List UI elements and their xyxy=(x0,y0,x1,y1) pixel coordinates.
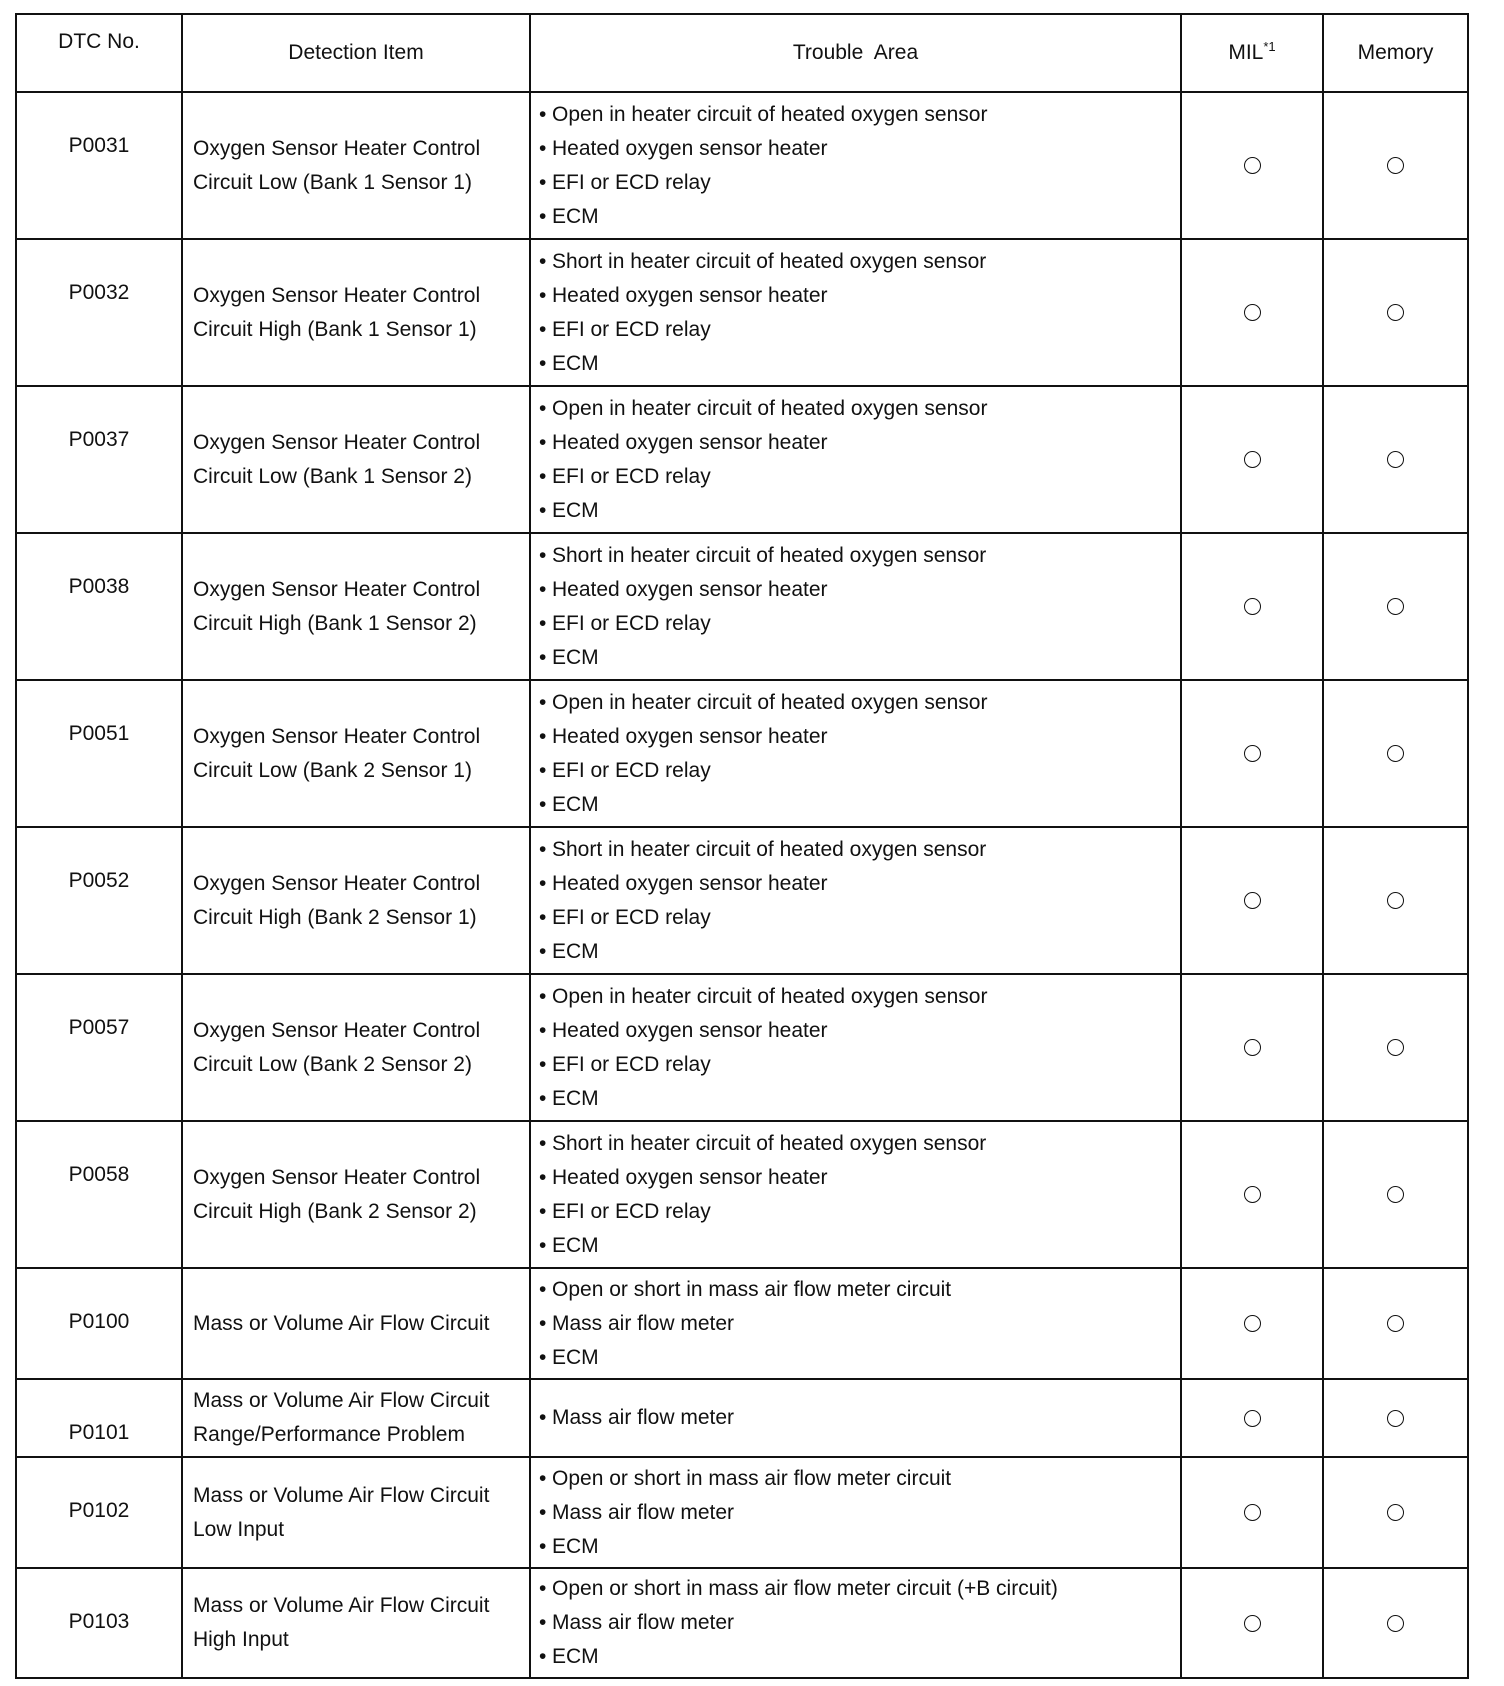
trouble-area-item: • EFI or ECD relay xyxy=(539,166,1180,200)
trouble-area xyxy=(530,1268,1181,1379)
detection-item-line: Circuit Low (Bank 1 Sensor 1) xyxy=(193,170,472,194)
detection-item xyxy=(182,92,530,239)
trouble-area xyxy=(530,92,1181,239)
trouble-area-item: • ECM xyxy=(539,1341,1180,1375)
trouble-area-item: • Mass air flow meter xyxy=(539,1307,1180,1341)
memory-circle-icon xyxy=(1387,1315,1404,1332)
mil-cell xyxy=(1181,239,1323,386)
detection-item-line: Mass or Volume Air Flow Circuit xyxy=(193,1389,490,1412)
detection-item-line: Mass or Volume Air Flow Circuit xyxy=(193,1311,490,1335)
trouble-area-list xyxy=(539,1462,1180,1564)
detection-item xyxy=(182,533,530,680)
header-mil xyxy=(1181,14,1323,92)
detection-item-line: Circuit Low (Bank 1 Sensor 2) xyxy=(193,464,472,488)
trouble-area-item: • Short in heater circuit of heated oxygen sensor xyxy=(539,833,1180,867)
detection-item-line: Circuit Low (Bank 2 Sensor 1) xyxy=(193,758,472,782)
dtc-code: P0101 xyxy=(16,1379,182,1457)
table-row xyxy=(16,533,1468,680)
detection-item-line: Circuit High (Bank 1 Sensor 1) xyxy=(193,317,477,341)
mil-cell xyxy=(1181,386,1323,533)
mil-circle-icon xyxy=(1244,1504,1261,1521)
mil-cell xyxy=(1181,1379,1323,1457)
detection-item xyxy=(182,1121,530,1268)
mil-cell xyxy=(1181,680,1323,827)
trouble-area-item: • Open in heater circuit of heated oxygen sensor xyxy=(539,980,1180,1014)
memory-cell xyxy=(1323,1457,1468,1568)
mil-circle-icon xyxy=(1244,598,1261,615)
mil-circle-icon xyxy=(1244,451,1261,468)
mil-circle-icon xyxy=(1244,1410,1261,1427)
dtc-code: P0037 xyxy=(16,386,182,533)
memory-cell xyxy=(1323,92,1468,239)
trouble-area xyxy=(530,239,1181,386)
memory-circle-icon xyxy=(1387,1039,1404,1056)
trouble-area-item: • EFI or ECD relay xyxy=(539,1048,1180,1082)
trouble-area-list xyxy=(539,539,1180,675)
detection-item-line: High Input xyxy=(193,1628,289,1651)
detection-item xyxy=(182,239,530,386)
mil-cell xyxy=(1181,92,1323,239)
detection-item-line: Oxygen Sensor Heater Control xyxy=(193,1018,481,1042)
header-trouble-area: Trouble Area xyxy=(530,14,1181,92)
header-detection-item: Detection Item xyxy=(182,14,530,92)
trouble-area-item: • Short in heater circuit of heated oxygen sensor xyxy=(539,245,1180,279)
memory-cell xyxy=(1323,827,1468,974)
memory-circle-icon xyxy=(1387,892,1404,909)
dtc-code: P0058 xyxy=(16,1121,182,1268)
detection-item-line: Range/Performance Problem xyxy=(193,1423,465,1446)
detection-item-line: Oxygen Sensor Heater Control xyxy=(193,724,481,748)
dtc-code: P0038 xyxy=(16,533,182,680)
mil-circle-icon xyxy=(1244,1615,1261,1632)
trouble-area-item: • Heated oxygen sensor heater xyxy=(539,132,1180,166)
trouble-area xyxy=(530,827,1181,974)
trouble-area-item: • ECM xyxy=(539,1082,1180,1116)
trouble-area-item: • Open in heater circuit of heated oxygen sensor xyxy=(539,392,1180,426)
memory-circle-icon xyxy=(1387,1615,1404,1632)
table-row xyxy=(16,1379,1468,1457)
memory-circle-icon xyxy=(1387,598,1404,615)
trouble-area-item: • Heated oxygen sensor heater xyxy=(539,1161,1180,1195)
trouble-area-item: • Heated oxygen sensor heater xyxy=(539,867,1180,901)
trouble-area-item: • Heated oxygen sensor heater xyxy=(539,426,1180,460)
mil-circle-icon xyxy=(1244,745,1261,762)
mil-cell xyxy=(1181,827,1323,974)
detection-item-line: Circuit High (Bank 2 Sensor 1) xyxy=(193,905,477,929)
header-memory: Memory xyxy=(1323,14,1468,92)
trouble-area-item: • ECM xyxy=(539,1229,1180,1263)
table-row xyxy=(16,386,1468,533)
mil-circle-icon xyxy=(1244,304,1261,321)
mil-circle-icon xyxy=(1244,1186,1261,1203)
mil-circle-icon xyxy=(1244,157,1261,174)
trouble-area-item: • ECM xyxy=(539,1640,1180,1674)
table-row xyxy=(16,1457,1468,1568)
trouble-area-item: • ECM xyxy=(539,347,1180,381)
memory-cell xyxy=(1323,680,1468,827)
trouble-area-item: • EFI or ECD relay xyxy=(539,313,1180,347)
trouble-area-item: • Heated oxygen sensor heater xyxy=(539,1014,1180,1048)
memory-cell xyxy=(1323,239,1468,386)
memory-cell xyxy=(1323,386,1468,533)
mil-cell xyxy=(1181,974,1323,1121)
detection-item xyxy=(182,1268,530,1379)
trouble-area-item: • ECM xyxy=(539,935,1180,969)
trouble-area-item: • ECM xyxy=(539,494,1180,528)
header-dtc: DTC No. xyxy=(16,14,182,92)
table-row xyxy=(16,1121,1468,1268)
trouble-area-list xyxy=(539,686,1180,822)
trouble-area xyxy=(530,1379,1181,1457)
trouble-area-list xyxy=(539,245,1180,381)
dtc-code: P0103 xyxy=(16,1568,182,1678)
trouble-area-item: • EFI or ECD relay xyxy=(539,607,1180,641)
trouble-area-item: • ECM xyxy=(539,1530,1180,1564)
detection-item xyxy=(182,1379,530,1457)
table-row xyxy=(16,680,1468,827)
dtc-code: P0057 xyxy=(16,974,182,1121)
trouble-area-item: • Mass air flow meter xyxy=(539,1401,1180,1435)
memory-circle-icon xyxy=(1387,1410,1404,1427)
detection-item-line: Circuit Low (Bank 2 Sensor 2) xyxy=(193,1052,472,1076)
table-row xyxy=(16,827,1468,974)
trouble-area-item: • Mass air flow meter xyxy=(539,1606,1180,1640)
trouble-area-list xyxy=(539,833,1180,969)
detection-item xyxy=(182,386,530,533)
detection-item-line: Oxygen Sensor Heater Control xyxy=(193,871,481,895)
trouble-area-item: • Short in heater circuit of heated oxygen sensor xyxy=(539,1127,1180,1161)
memory-circle-icon xyxy=(1387,1504,1404,1521)
detection-item-line: Circuit High (Bank 1 Sensor 2) xyxy=(193,611,477,635)
detection-item-line: Mass or Volume Air Flow Circuit xyxy=(193,1483,490,1507)
trouble-area-list xyxy=(539,980,1180,1116)
mil-cell xyxy=(1181,1457,1323,1568)
detection-item-line: Mass or Volume Air Flow Circuit xyxy=(193,1594,490,1617)
dtc-code: P0031 xyxy=(16,92,182,239)
trouble-area-item: • EFI or ECD relay xyxy=(539,901,1180,935)
memory-circle-icon xyxy=(1387,451,1404,468)
trouble-area-item: • Open in heater circuit of heated oxygen sensor xyxy=(539,686,1180,720)
table-row xyxy=(16,92,1468,239)
trouble-area xyxy=(530,1457,1181,1568)
table-row xyxy=(16,974,1468,1121)
mil-label: MIL xyxy=(1228,41,1264,64)
trouble-area-item: • Open in heater circuit of heated oxygen sensor xyxy=(539,98,1180,132)
dtc-code: P0032 xyxy=(16,239,182,386)
trouble-area-item: • ECM xyxy=(539,200,1180,234)
memory-cell xyxy=(1323,1568,1468,1678)
mil-cell xyxy=(1181,1268,1323,1379)
trouble-area xyxy=(530,386,1181,533)
detection-item-line: Oxygen Sensor Heater Control xyxy=(193,136,481,160)
mil-circle-icon xyxy=(1244,892,1261,909)
detection-item-line: Oxygen Sensor Heater Control xyxy=(193,1165,481,1189)
dtc-code: P0052 xyxy=(16,827,182,974)
table-row xyxy=(16,239,1468,386)
memory-cell xyxy=(1323,1268,1468,1379)
trouble-area-list xyxy=(539,1127,1180,1263)
trouble-area xyxy=(530,974,1181,1121)
detection-item xyxy=(182,1457,530,1568)
detection-item-line: Low Input xyxy=(193,1517,285,1541)
trouble-area-list xyxy=(539,1401,1180,1435)
memory-circle-icon xyxy=(1387,304,1404,321)
header-row xyxy=(16,14,1468,92)
trouble-area-list xyxy=(539,1572,1180,1674)
memory-cell xyxy=(1323,974,1468,1121)
trouble-area-item: • ECM xyxy=(539,641,1180,675)
trouble-area-list xyxy=(539,392,1180,528)
trouble-area xyxy=(530,533,1181,680)
trouble-area-item: • Short in heater circuit of heated oxygen sensor xyxy=(539,539,1180,573)
memory-circle-icon xyxy=(1387,745,1404,762)
trouble-area-item: • Open or short in mass air flow meter circuit (+B circuit) xyxy=(539,1572,1180,1606)
memory-cell xyxy=(1323,1379,1468,1457)
dtc-code: P0102 xyxy=(16,1457,182,1568)
trouble-area-item: • EFI or ECD relay xyxy=(539,460,1180,494)
detection-item-line: Oxygen Sensor Heater Control xyxy=(193,283,481,307)
mil-cell xyxy=(1181,1568,1323,1678)
trouble-area xyxy=(530,1568,1181,1678)
memory-circle-icon xyxy=(1387,157,1404,174)
trouble-area-item: • Heated oxygen sensor heater xyxy=(539,279,1180,313)
mil-circle-icon xyxy=(1244,1315,1261,1332)
memory-cell xyxy=(1323,533,1468,680)
trouble-area-list xyxy=(539,98,1180,234)
trouble-area xyxy=(530,680,1181,827)
dtc-code: P0100 xyxy=(16,1268,182,1379)
mil-cell xyxy=(1181,533,1323,680)
table-row xyxy=(16,1268,1468,1379)
trouble-area-item: • Heated oxygen sensor heater xyxy=(539,720,1180,754)
trouble-area-item: • Mass air flow meter xyxy=(539,1496,1180,1530)
table-body xyxy=(16,92,1468,1678)
detection-item xyxy=(182,974,530,1121)
trouble-area-item: • Open or short in mass air flow meter circuit xyxy=(539,1273,1180,1307)
mil-circle-icon xyxy=(1244,1039,1261,1056)
trouble-area-item: • EFI or ECD relay xyxy=(539,754,1180,788)
memory-cell xyxy=(1323,1121,1468,1268)
detection-item xyxy=(182,1568,530,1678)
trouble-area-list xyxy=(539,1273,1180,1375)
detection-item-line: Oxygen Sensor Heater Control xyxy=(193,430,481,454)
detection-item xyxy=(182,680,530,827)
dtc-table xyxy=(15,13,1469,1679)
table-row xyxy=(16,1568,1468,1678)
trouble-area-item: • Heated oxygen sensor heater xyxy=(539,573,1180,607)
mil-footnote-marker: *1 xyxy=(1263,39,1276,54)
detection-item-line: Circuit High (Bank 2 Sensor 2) xyxy=(193,1199,477,1223)
detection-item-line: Oxygen Sensor Heater Control xyxy=(193,577,481,601)
trouble-area xyxy=(530,1121,1181,1268)
detection-item xyxy=(182,827,530,974)
mil-cell xyxy=(1181,1121,1323,1268)
dtc-code: P0051 xyxy=(16,680,182,827)
trouble-area-item: • ECM xyxy=(539,788,1180,822)
trouble-area-item: • Open or short in mass air flow meter circuit xyxy=(539,1462,1180,1496)
trouble-area-item: • EFI or ECD relay xyxy=(539,1195,1180,1229)
memory-circle-icon xyxy=(1387,1186,1404,1203)
